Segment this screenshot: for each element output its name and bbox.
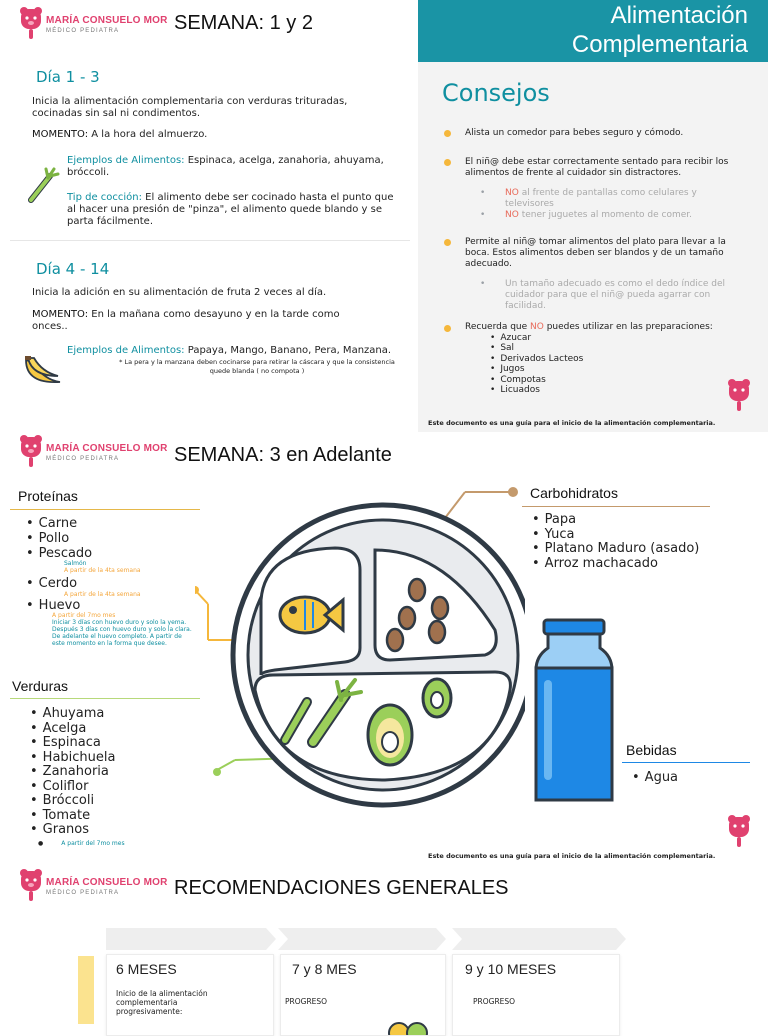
examples-label: Ejemplos de Alimentos: — [67, 155, 185, 166]
banana-icon — [22, 354, 64, 390]
verduras-title: Verduras — [12, 678, 69, 694]
list-item: • Granos — [30, 823, 115, 838]
card-title: 7 y 8 MES — [292, 961, 357, 977]
section-underline — [10, 509, 200, 510]
list-item: • Pescado — [26, 546, 92, 561]
card-title: 6 MESES — [116, 961, 177, 977]
logo — [18, 6, 168, 40]
list-item: • Azucar — [490, 333, 583, 343]
list-item: • Acelga — [30, 722, 115, 737]
page-1 — [0, 0, 768, 432]
tip-bullet — [444, 130, 451, 137]
footer-note: Este documento es una guía para el inicio de la alimentación complementaria. — [428, 852, 716, 860]
tip-3-sub: • Un tamaño adecuado es como el dedo índice del cuidador para que el niñ@ pueda agarrar con facilidad. — [480, 279, 725, 311]
list-item: • Huevo — [26, 598, 80, 613]
list-item: • Papa — [532, 513, 699, 528]
plate-illustration — [195, 480, 525, 810]
proteinas-list — [26, 516, 92, 561]
list-item: • Platano Maduro (asado) — [532, 542, 699, 557]
day-1-3-moment — [32, 129, 372, 141]
list-item: • Derivados Lacteos — [490, 354, 583, 364]
pescado-sub: Salmón A partir de la 4ta semana — [64, 560, 141, 574]
banner-line-2: Complementaria — [571, 31, 748, 58]
bear-logo-icon — [18, 6, 44, 40]
logo — [18, 868, 168, 902]
list-item: • Habichuela — [30, 751, 115, 766]
divider — [10, 240, 410, 241]
logo-subtitle: MÉDICO PEDIATRA — [46, 28, 120, 34]
carbohidratos-list — [532, 513, 699, 571]
tip-2: El niñ@ debe estar correctamente sentado para recibir los alimentos de frente al cuidador sin distractores. — [465, 157, 729, 178]
moment-label: MOMENTO: — [32, 309, 89, 320]
bear-logo-icon — [726, 378, 752, 412]
card-body: PROGRESO — [473, 997, 516, 1006]
logo-subtitle: MÉDICO PEDIATRA — [46, 456, 120, 462]
tip-label: Tip de cocción: — [67, 192, 142, 203]
day-1-3-intro: Inicia la alimentación complementaria con verduras trituradas, cocinadas sin sal ni condimentos. — [32, 96, 348, 119]
week-title: SEMANA: 1 y 2 — [174, 12, 313, 34]
bebidas-list — [632, 770, 678, 785]
carbohidratos-title: Carbohidratos — [530, 485, 618, 501]
bebidas-title: Bebidas — [626, 742, 677, 758]
list-item: • Tomate — [30, 809, 115, 824]
day-1-3-tip — [67, 192, 402, 228]
tip-1: Alista un comedor para bebes seguro y cómodo. — [465, 128, 684, 138]
list-item: • Carne — [26, 516, 92, 531]
consejos-panel — [418, 0, 768, 432]
day-4-14-examples — [67, 345, 402, 357]
footer-note: Este documento es una guía para el inicio de la alimentación complementaria. — [428, 419, 716, 427]
examples-label: Ejemplos de Alimentos: — [67, 345, 185, 356]
tip-bullet — [444, 159, 451, 166]
bear-logo-icon — [726, 814, 752, 848]
bear-logo-icon — [18, 434, 44, 468]
list-item: • Agua — [632, 770, 678, 785]
day-4-14-note: * La pera y la manzana deben cocinarse para retirar la cáscara y que la consistencia quede blanda ( no compota ) — [119, 358, 395, 375]
list-item: • Espinaca — [30, 736, 115, 751]
water-bottle-icon — [530, 618, 618, 804]
tip-2-sub-2: • NO tener juguetes al momento de comer. — [480, 210, 692, 220]
logo — [18, 434, 168, 468]
day-4-14-title: Día 4 - 14 — [36, 260, 110, 278]
list-item: • Licuados — [490, 385, 583, 395]
moment-text: A la hora del almuerzo. — [88, 129, 208, 140]
avocado-icon — [387, 1019, 429, 1035]
week-title: SEMANA: 3 en Adelante — [174, 444, 392, 466]
list-item: • Jugos — [490, 364, 583, 374]
bear-logo-icon — [18, 868, 44, 902]
granos-sub: ● A partir del 7mo mes — [38, 840, 125, 847]
card-title: 9 y 10 MESES — [465, 961, 557, 977]
tip-2-sub-1: • NO al frente de pantallas como celulares y televisores — [480, 188, 697, 209]
list-item: • Pollo — [26, 531, 92, 546]
yellow-marker — [78, 956, 94, 1024]
moment-text: En la mañana como desayuno y en la tarde como onces.. — [32, 309, 340, 332]
logo-name: MARÍA CONSUELO MOR — [46, 15, 168, 26]
examples-text: Espinaca, acelga, zanahoria, ahuyama, bróccoli. — [67, 155, 384, 178]
tip-bullet — [444, 239, 451, 246]
list-item: • Zanahoria — [30, 765, 115, 780]
consejos-title: Consejos — [442, 79, 550, 107]
day-1-3-title: Día 1 - 3 — [36, 68, 100, 86]
card-body: PROGRESO — [285, 997, 328, 1006]
list-item: • Arroz machacado — [532, 557, 699, 572]
day-4-14-intro: Inicia la adición en su alimentación de fruta 2 veces al día. — [32, 287, 327, 298]
avoid-list — [490, 333, 583, 395]
list-item: • Sal — [490, 343, 583, 353]
page-3 — [0, 864, 768, 1024]
section-underline — [10, 698, 200, 699]
moment-label: MOMENTO: — [32, 129, 89, 140]
page-2 — [0, 432, 768, 864]
tip-4: Recuerda que NO puedes utilizar en las preparaciones: — [465, 322, 713, 332]
page-title: RECOMENDACIONES GENERALES — [174, 877, 509, 899]
verduras-list — [30, 707, 115, 838]
day-4-14-moment — [32, 309, 372, 333]
list-item: • Bróccoli — [30, 794, 115, 809]
logo-name: MARÍA CONSUELO MOR — [46, 443, 168, 454]
tip-3: Permite al niñ@ tomar alimentos del plato para llevar a la boca. Estos alimentos deben ser blandos y de un tamaño adecuado. — [465, 237, 726, 269]
logo-name: MARÍA CONSUELO MOR — [46, 877, 168, 888]
examples-text: Papaya, Mango, Banano, Pera, Manzana. — [184, 345, 392, 356]
card-body: Inicio de la alimentación complementaria progresivamente: — [116, 989, 208, 1016]
list-item: • Yuca — [532, 528, 699, 543]
huevo-sub: A partir del 7mo mes Iniciar 3 días con huevo duro y solo la yema. Después 3 días con huevo duro y solo la clara. De adelante el huevo completo. A partir de este momento en la forma que desee. — [52, 612, 192, 647]
tip-bullet — [444, 325, 451, 332]
day-1-3-examples — [67, 155, 402, 179]
list-item: • Ahuyama — [30, 707, 115, 722]
list-item: • Cerdo — [26, 576, 77, 591]
title-banner — [418, 0, 768, 62]
section-underline — [522, 506, 710, 507]
list-item: • Compotas — [490, 375, 583, 385]
celery-icon — [26, 166, 60, 204]
proteinas-title: Proteínas — [18, 488, 78, 504]
cerdo-sub: A partir de la 4ta semana — [64, 591, 141, 598]
tip-text: El alimento debe ser cocinado hasta el punto que al hacer una presión de "pinza", el alimento quede blando y se parta fácilmente. — [67, 192, 394, 227]
section-underline — [622, 762, 750, 763]
logo-subtitle: MÉDICO PEDIATRA — [46, 890, 120, 896]
banner-line-1: Alimentación — [610, 2, 748, 29]
timeline-arrows — [106, 928, 626, 950]
list-item: • Coliflor — [30, 780, 115, 795]
